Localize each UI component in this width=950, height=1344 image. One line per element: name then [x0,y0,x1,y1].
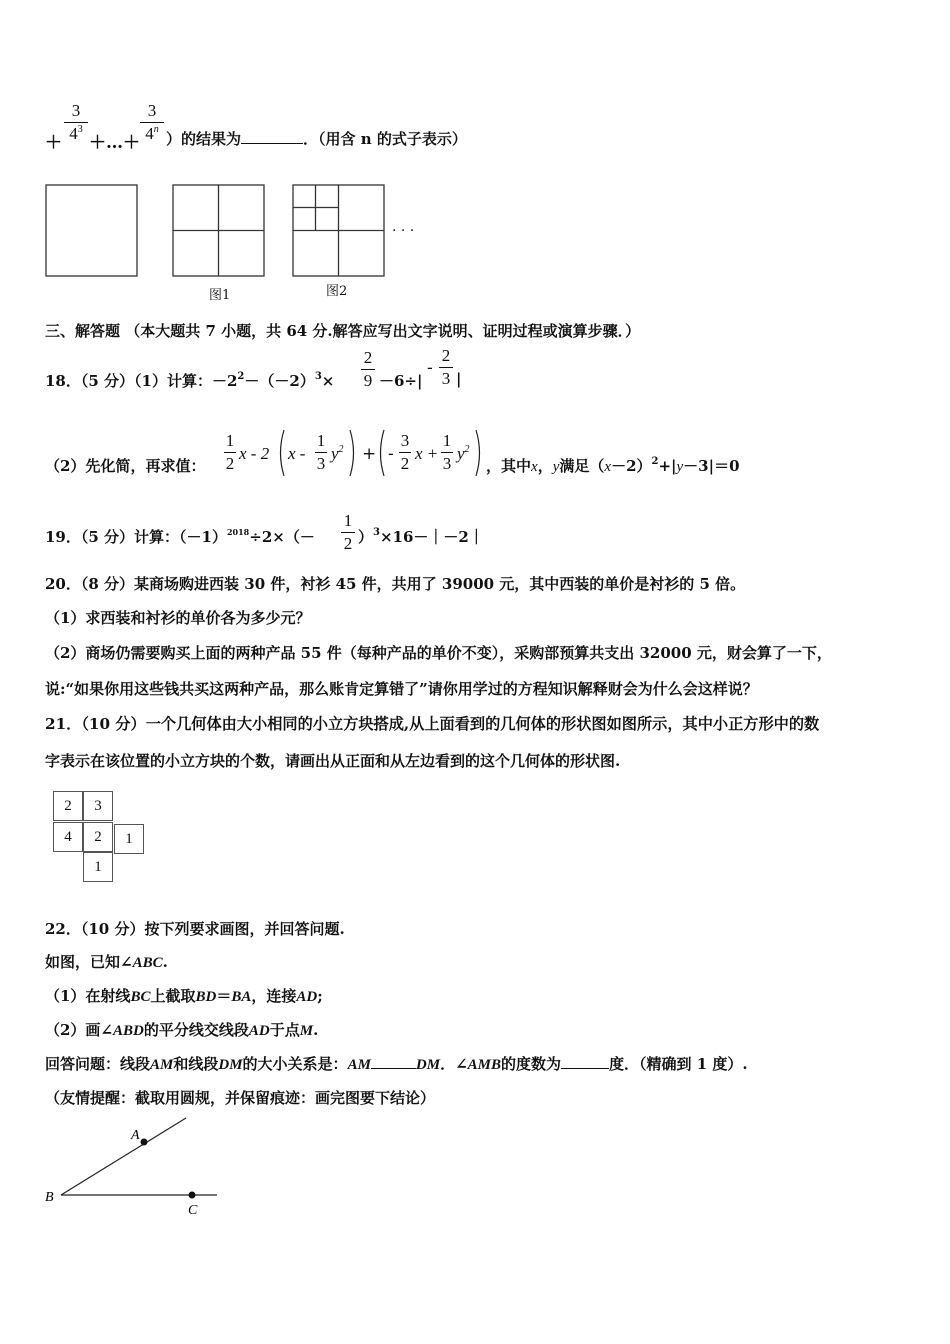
plus-sign: ＋ [45,133,62,153]
q18-part1-text: 18．（5 分）（1）计算：$-2^2-(-2)^3\times$ [45,371,335,390]
fraction-1-over-2: 1 2 [341,511,355,554]
left-paren-1 [276,428,286,478]
figure-1-label: 图1 [209,288,231,303]
q20-line1: 20．（8 分）某商场购进西装 30 件，衬衫 45 件，共用了 39000 元，其中西装的单价是衬衫的 5 倍。 [45,575,746,593]
point-a [141,1139,148,1146]
fraction-1-over-3-b: 1 3 [442,431,452,473]
q21-line1: 21．（10 分）一个几何体由大小相同的小立方块搭成,从上面看到的几何体的形状图如图所示，其中小正方形中的数 [45,715,820,733]
answer-blank [241,143,303,144]
q18-divide-text: －6÷| [379,372,423,390]
plus-sign: + [362,444,377,464]
fraction-3-over-4-cubed: 3 $4^3$ [64,101,88,147]
q22-line1: 22．（10 分）按下列要求画图，并回答问题. [45,920,345,938]
q18-part2-prefix: （2）先化简，再求值： [45,457,206,475]
q22-line4: （2）画∠ABD的平分线交线段AD于点M. [45,1021,319,1039]
grid-cell: 1 [114,824,144,854]
section-3-heading: 三、解答题 （本大题共 7 小题，共 64 分.解答应写出文字说明、证明过程或演算步骤．） [45,322,641,340]
fraction-2-over-9: 2 9 [361,348,375,391]
q20-line4: 说:“如果你用这些钱共买这两种产品，那么账肯定算错了”请你用学过的方程知识解释财会为什么会这样说？ [45,680,758,698]
grid-cell: 2 [83,822,113,852]
q19-tail: ）$^3$×16－｜－2｜ [358,527,484,546]
fraction-3-over-2: 3 2 [400,431,410,473]
fraction-2-over-3: 2 3 [439,346,453,389]
q17-tail-text: ）的结果为 ．（用含 n 的式子表示） [166,130,467,148]
q20-line2: （1）求西装和衬衫的单价各为多少元？ [45,609,311,627]
continuation-dots: · · · [392,223,415,239]
label-c: C [188,1203,198,1218]
q22-line6: （友情提醒：截取用圆规，并保留痕迹：画完图要下结论） [45,1089,436,1107]
square-figures [40,178,440,303]
label-a: A [131,1128,140,1143]
expr-y-squared: $y^2$ [331,444,344,463]
point-c [189,1192,196,1199]
q19-prefix: 19．（5 分）计算：$(-1)^{2018}\div 2\times(-$ [45,527,315,546]
q21-line2: 字表示在该位置的小立方块的个数，请画出从正面和从左边看到的这个几何体的形状图. [45,752,621,770]
abs-bar: | [456,370,462,388]
right-paren-2 [474,428,484,478]
expr-x-minus: x - [288,444,306,463]
minus-sign: - [427,358,433,378]
ray-ba [61,1118,186,1195]
q20-line3: （2）商场仍需要购买上面的两种产品 55 件（每种产品的单价不变），采购部预算共支出 32000 元，财会算了一下， [45,644,832,662]
fraction-1-over-2: 1 2 [225,431,235,473]
left-paren-2 [376,428,386,478]
figure-2-square [293,185,384,276]
label-b: B [45,1190,54,1205]
figure-0-square [46,185,137,276]
grid-cell: 1 [83,852,113,882]
fraction-1-over-3: 1 3 [316,431,326,473]
answer-blank [371,1068,416,1069]
q18-condition: ，其中x，y满足$(x-2)^2+|y-3|=0$ [486,456,740,475]
fraction-3-over-4-n: 3 4$^n$ [140,101,164,147]
q22-line5: 回答问题：线段AM和线段DM的大小关系是：AM DM．∠AMB的度数为 度．（精确到 1 度）. [45,1055,748,1073]
minus-sign: - [388,444,394,464]
q22-line3: （1）在射线BC上截取BD＝BA，连接AD; [45,987,323,1005]
answer-blank [561,1068,609,1069]
q22-line2: 如图，已知∠ABC. [45,953,168,971]
figure-2-label: 图2 [326,284,348,299]
expr-x-plus: x + [415,444,439,463]
grid-cell: 3 [83,791,113,821]
figure-1-square [173,185,264,276]
ellipsis-sum: ＋…＋ [89,133,140,153]
expr-y-squared-b: $y^2$ [457,444,470,463]
right-paren-1 [348,428,358,478]
angle-abc-diagram [40,1110,240,1220]
expr-x-minus-2: x - 2 [239,444,270,463]
grid-cell: 2 [53,791,83,821]
grid-cell: 4 [53,822,83,852]
